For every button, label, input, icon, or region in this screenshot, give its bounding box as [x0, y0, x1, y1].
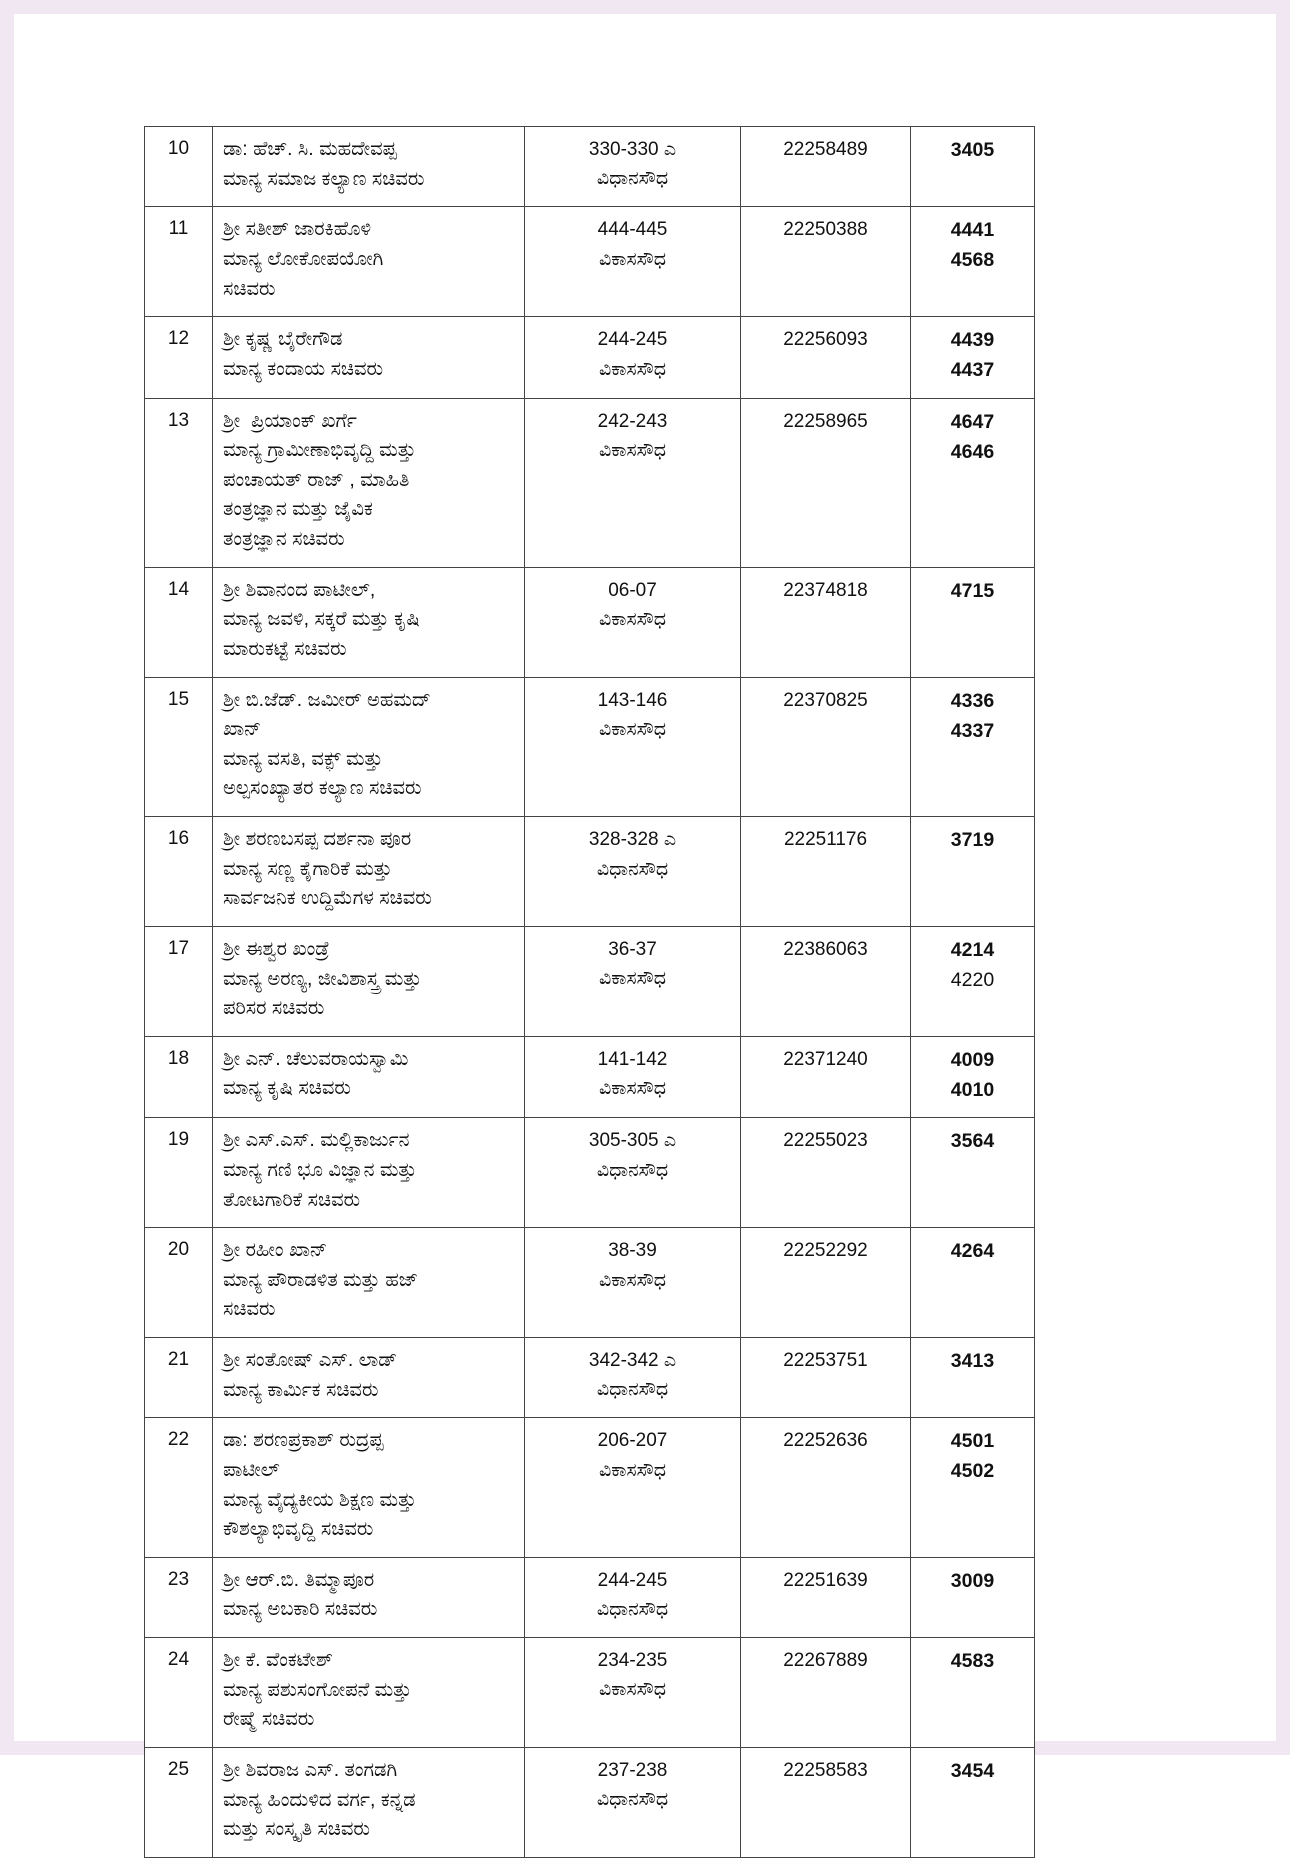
room-line: 305-305 ಎ: [588, 1130, 677, 1152]
row-phone-number: 22250388: [741, 207, 911, 317]
name-line: ಮಾನ್ಯ ಕಾರ್ಮಿಕ ಸಚಿವರು: [223, 1378, 379, 1401]
row-extension-number: [911, 1557, 1035, 1637]
table-row: [145, 1228, 1035, 1338]
room-line: 244-245: [597, 1569, 668, 1591]
name-line: ಅಲ್ಪಸಂಖ್ಯಾತರ ಕಲ್ಯಾಣ ಸಚಿವರು: [223, 777, 422, 800]
name-line: ಶ್ರೀ ಈಶ್ವರ ಖಂಡ್ರೆ: [223, 937, 330, 960]
row-serial-number: 17: [145, 926, 213, 1036]
row-room-number: [525, 1418, 741, 1558]
row-phone-number: 22258965: [741, 398, 911, 567]
room-line: 342-342 ಎ: [588, 1350, 677, 1371]
room-line: ವಿಕಾಸಸೌಧ: [598, 609, 667, 631]
row-room-number: [525, 1036, 741, 1117]
room-line: ವಿಧಾನಸೌಧ: [596, 858, 669, 880]
row-room-number: [525, 398, 741, 567]
room-line: ವಿಕಾಸಸೌಧ: [598, 1078, 667, 1100]
room-line: ವಿಧಾನಸೌಧ: [596, 1789, 669, 1811]
row-room-number: [525, 677, 741, 817]
row-minister-name-and-portfolio: [213, 1747, 525, 1857]
row-minister-name-and-portfolio: [213, 1338, 525, 1418]
row-minister-name-and-portfolio: [213, 1036, 525, 1117]
row-minister-name-and-portfolio: [213, 317, 525, 398]
extension-line: 4647: [950, 410, 995, 433]
row-extension-number: [911, 207, 1035, 317]
room-line: 444-445: [597, 219, 668, 241]
room-line: 242-243: [597, 410, 668, 432]
name-line: ಸಾರ್ವಜನಿಕ ಉದ್ದಿಮೆಗಳ ಸಚಿವರು: [223, 887, 432, 910]
room-line: 143-146: [597, 689, 668, 711]
table-row: [145, 1036, 1035, 1117]
room-line: ವಿಕಾಸಸೌಧ: [598, 248, 667, 270]
extension-line: 3009: [950, 1569, 995, 1592]
extension-line: 4264: [950, 1240, 995, 1263]
extension-line: 3405: [950, 139, 995, 161]
name-line: ಶ್ರೀ ಪ್ರಿಯಾಂಕ್ ಖರ್ಗೆ: [223, 409, 357, 432]
table-row: [145, 398, 1035, 567]
room-line: 141-142: [597, 1048, 668, 1070]
name-line: ಪರಿಸರ ಸಚಿವರು: [223, 997, 325, 1020]
row-serial-number: 14: [145, 567, 213, 677]
name-line: ಶ್ರೀ ರಹೀಂ ಖಾನ್: [223, 1239, 328, 1262]
room-line: 237-238: [597, 1759, 668, 1781]
extension-line: 4214: [950, 938, 995, 961]
row-room-number: [525, 1228, 741, 1338]
row-extension-number: [911, 677, 1035, 817]
name-line: ಶ್ರೀ ಶಿವಾನಂದ ಪಾಟೀಲ್,: [223, 578, 376, 601]
row-minister-name-and-portfolio: [213, 207, 525, 317]
room-line: ವಿಧಾನಸೌಧ: [596, 168, 669, 190]
room-line: ವಿಕಾಸಸೌಧ: [598, 358, 667, 380]
row-extension-number: [911, 398, 1035, 567]
table-row: [145, 317, 1035, 398]
row-minister-name-and-portfolio: [213, 926, 525, 1036]
row-phone-number: 22252292: [741, 1228, 911, 1338]
name-line: ತೋಟಗಾರಿಕೆ ಸಚಿವರು: [223, 1188, 361, 1211]
extension-line: 4583: [950, 1650, 995, 1672]
row-phone-number: 22255023: [741, 1118, 911, 1228]
row-serial-number: 20: [145, 1228, 213, 1338]
row-serial-number: 25: [145, 1747, 213, 1857]
room-line: ವಿಕಾಸಸೌಧ: [598, 1459, 667, 1481]
name-line: ಮಾನ್ಯ ಪೌರಾಡಳಿತ ಮತ್ತು ಹಜ್: [223, 1268, 419, 1291]
row-extension-number: [911, 317, 1035, 398]
row-serial-number: 19: [145, 1118, 213, 1228]
extension-line: 4010: [950, 1079, 995, 1102]
row-minister-name-and-portfolio: [213, 677, 525, 817]
room-line: ವಿಧಾನಸೌಧ: [596, 1379, 669, 1401]
row-room-number: [525, 1338, 741, 1418]
room-line: ವಿಧಾನಸೌಧ: [596, 1159, 669, 1181]
name-line: ಮಾನ್ಯ ಪಶುಸಂಗೋಪನೆ ಮತ್ತು: [223, 1678, 412, 1701]
name-line: ಮಾನ್ಯ ಹಿಂದುಳಿದ ವರ್ಗ, ಕನ್ನಡ: [223, 1788, 416, 1811]
table-row: [145, 926, 1035, 1036]
table-row: [145, 127, 1035, 207]
name-line: ಕೌಶಲ್ಯಾಭಿವೃದ್ದಿ ಸಚಿವರು: [223, 1518, 374, 1541]
extension-line: 4646: [950, 440, 995, 463]
row-phone-number: 22252636: [741, 1418, 911, 1558]
table-row: [145, 207, 1035, 317]
table-row: [145, 567, 1035, 677]
row-serial-number: 16: [145, 817, 213, 927]
name-line: ಸಚಿವರು: [223, 1298, 276, 1321]
row-room-number: [525, 926, 741, 1036]
extension-line: 4715: [950, 579, 995, 602]
row-room-number: [525, 1557, 741, 1637]
row-room-number: [525, 1747, 741, 1857]
row-minister-name-and-portfolio: [213, 1228, 525, 1338]
extension-line: 4439: [950, 329, 995, 352]
row-extension-number: [911, 1747, 1035, 1857]
room-line: 06-07: [608, 579, 657, 601]
row-serial-number: 10: [145, 127, 213, 207]
extension-line: 4009: [950, 1048, 995, 1071]
row-phone-number: 22386063: [741, 926, 911, 1036]
row-minister-name-and-portfolio: [213, 817, 525, 927]
row-minister-name-and-portfolio: [213, 398, 525, 567]
row-phone-number: 22251176: [741, 817, 911, 927]
name-line: ಶ್ರೀ ಬಿ.ಜೆಡ್. ಜಮೀರ್ ಅಹಮದ್: [223, 688, 431, 711]
row-extension-number: [911, 127, 1035, 207]
extension-line: 4220: [950, 969, 995, 992]
row-room-number: [525, 1118, 741, 1228]
row-room-number: [525, 1638, 741, 1748]
name-line: ಮತ್ತು ಸಂಸ್ಕೃತಿ ಸಚಿವರು: [223, 1818, 370, 1841]
row-serial-number: 21: [145, 1338, 213, 1418]
row-minister-name-and-portfolio: [213, 1557, 525, 1637]
extension-line: 4336: [950, 689, 995, 712]
extension-line: 4502: [950, 1460, 995, 1483]
row-serial-number: 24: [145, 1638, 213, 1748]
extension-line: 4501: [950, 1430, 995, 1453]
name-line: ಮಾನ್ಯ ಕಂದಾಯ ಸಚಿವರು: [223, 357, 384, 380]
row-minister-name-and-portfolio: [213, 1638, 525, 1748]
row-extension-number: [911, 1118, 1035, 1228]
row-minister-name-and-portfolio: [213, 567, 525, 677]
table-row: [145, 1418, 1035, 1558]
name-line: ಸಚಿವರು: [223, 277, 276, 300]
row-phone-number: 22258583: [741, 1747, 911, 1857]
name-line: ಶ್ರೀ ಸಂತೋಷ್ ಎಸ್. ಲಾಡ್: [223, 1349, 398, 1371]
table-row: [145, 1557, 1035, 1637]
room-line: ವಿಕಾಸಸೌಧ: [598, 968, 667, 990]
name-line: ಡಾ: ಶರಣಪ್ರಕಾಶ್ ರುದ್ರಪ್ಪ: [223, 1429, 384, 1452]
name-line: ಮಾರುಕಟ್ಟೆ ಸಚಿವರು: [223, 637, 347, 660]
name-line: ಶ್ರೀ ಶರಣಬಸಪ್ಪ ದರ್ಶನಾ ಪೂರ: [223, 828, 412, 851]
row-extension-number: [911, 1638, 1035, 1748]
row-extension-number: [911, 567, 1035, 677]
extension-line: 4437: [950, 359, 995, 382]
room-line: ವಿಧಾನಸೌಧ: [596, 1599, 669, 1621]
row-minister-name-and-portfolio: [213, 127, 525, 207]
name-line: ಮಾನ್ಯ ಗ್ರಾಮೀಣಾಭಿವೃದ್ದಿ ಮತ್ತು: [223, 439, 416, 462]
room-line: ವಿಕಾಸಸೌಧ: [598, 1679, 667, 1701]
name-line: ತಂತ್ರಜ್ಞಾನ ಮತ್ತು ಜೈವಿಕ: [223, 498, 373, 521]
row-phone-number: 22267889: [741, 1638, 911, 1748]
row-extension-number: [911, 1418, 1035, 1558]
row-room-number: [525, 817, 741, 927]
name-line: ಮಾನ್ಯ ಸಣ್ಣ ಕೈಗಾರಿಕೆ ಮತ್ತು: [223, 857, 392, 880]
row-phone-number: 22251639: [741, 1557, 911, 1637]
room-line: 36-37: [608, 938, 657, 960]
room-line: 234-235: [597, 1650, 668, 1671]
table-body: [145, 127, 1035, 1858]
row-room-number: [525, 317, 741, 398]
room-line: 328-328 ಎ: [588, 829, 677, 851]
row-serial-number: 11: [145, 207, 213, 317]
extension-line: 3454: [950, 1759, 995, 1782]
room-line: 206-207: [597, 1430, 668, 1452]
table-row: [145, 817, 1035, 927]
row-serial-number: 13: [145, 398, 213, 567]
row-serial-number: 18: [145, 1036, 213, 1117]
room-line: 330-330 ಎ: [588, 139, 677, 160]
row-extension-number: [911, 1036, 1035, 1117]
row-phone-number: 22253751: [741, 1338, 911, 1418]
name-line: ಡಾ: ಹೆಚ್. ಸಿ. ಮಹದೇವಪ್ಪ: [223, 138, 397, 160]
row-phone-number: 22256093: [741, 317, 911, 398]
document-sheet: [144, 126, 1034, 1858]
row-extension-number: [911, 1228, 1035, 1338]
extension-line: 4441: [950, 219, 995, 242]
name-line: ಶ್ರೀ ಆರ್.ಬಿ. ತಿಮ್ಮಾಪೂರ: [223, 1568, 375, 1591]
name-line: ಮಾನ್ಯ ಸಮಾಜ ಕಲ್ಯಾಣ ಸಚಿವರು: [223, 167, 425, 190]
extension-line: 4568: [950, 249, 995, 272]
table-row: [145, 677, 1035, 817]
extension-line: 3719: [950, 829, 995, 852]
row-phone-number: 22371240: [741, 1036, 911, 1117]
name-line: ಮಾನ್ಯ ಕೃಷಿ ಸಚಿವರು: [223, 1077, 351, 1100]
name-line: ಪಾಟೀಲ್: [223, 1458, 280, 1481]
row-room-number: [525, 127, 741, 207]
name-line: ಶ್ರೀ ಕೃಷ್ಣ ಬೈರೇಗೌಡ: [223, 328, 343, 351]
row-serial-number: 23: [145, 1557, 213, 1637]
row-serial-number: 15: [145, 677, 213, 817]
ministers-directory-table: [144, 126, 1035, 1858]
row-extension-number: [911, 1338, 1035, 1418]
name-line: ಶ್ರೀ ಕೆ. ವೆಂಕಟೇಶ್: [223, 1649, 333, 1671]
row-phone-number: 22370825: [741, 677, 911, 817]
name-line: ಮಾನ್ಯ ವಸತಿ, ವಕ್ಫ್ ಮತ್ತು: [223, 747, 383, 770]
room-line: 38-39: [608, 1240, 657, 1262]
row-phone-number: 22374818: [741, 567, 911, 677]
row-extension-number: [911, 817, 1035, 927]
room-line: ವಿಕಾಸಸೌಧ: [598, 1269, 667, 1291]
name-line: ಮಾನ್ಯ ವೈದ್ಯಕೀಯ ಶಿಕ್ಷಣ ಮತ್ತು: [223, 1488, 417, 1511]
name-line: ಮಾನ್ಯ ಲೋಕೋಪಯೋಗಿ: [223, 247, 384, 270]
name-line: ರೇಷ್ಮೆ ಸಚಿವರು: [223, 1708, 315, 1731]
extension-line: 3564: [950, 1130, 995, 1153]
row-room-number: [525, 567, 741, 677]
table-row: [145, 1747, 1035, 1857]
name-line: ಖಾನ್: [223, 718, 262, 741]
extension-line: 4337: [950, 719, 995, 742]
table-row: [145, 1638, 1035, 1748]
name-line: ಮಾನ್ಯ ಅಬಕಾರಿ ಸಚಿವರು: [223, 1598, 378, 1621]
room-line: 244-245: [597, 329, 668, 351]
row-serial-number: 22: [145, 1418, 213, 1558]
name-line: ಮಾನ್ಯ ಅರಣ್ಯ, ಜೀವಿಶಾಸ್ತ್ರ ಮತ್ತು: [223, 967, 422, 990]
room-line: ವಿಕಾಸಸೌಧ: [598, 440, 667, 461]
row-minister-name-and-portfolio: [213, 1118, 525, 1228]
table-row: [145, 1338, 1035, 1418]
row-phone-number: 22258489: [741, 127, 911, 207]
name-line: ಮಾನ್ಯ ಗಣಿ ಭೂ ವಿಜ್ಞಾನ ಮತ್ತು: [223, 1158, 417, 1181]
table-row: [145, 1118, 1035, 1228]
row-room-number: [525, 207, 741, 317]
name-line: ಶ್ರೀ ಎನ್. ಚೆಲುವರಾಯಸ್ವಾಮಿ: [223, 1047, 409, 1070]
name-line: ಪಂಚಾಯತ್ ರಾಜ್ , ಮಾಹಿತಿ: [223, 468, 410, 491]
name-line: ಶ್ರೀ ಎಸ್.ಎಸ್. ಮಲ್ಲಿಕಾರ್ಜುನ: [223, 1129, 410, 1152]
row-extension-number: [911, 926, 1035, 1036]
extension-line: 3413: [950, 1350, 995, 1372]
name-line: ತಂತ್ರಜ್ಞಾನ ಸಚಿವರು: [223, 528, 345, 551]
name-line: ಶ್ರೀ ಶಿವರಾಜ ಎಸ್. ತಂಗಡಗಿ: [223, 1758, 398, 1781]
row-serial-number: 12: [145, 317, 213, 398]
name-line: ಮಾನ್ಯ ಜವಳಿ, ಸಕ್ಕರೆ ಮತ್ತು ಕೃಷಿ: [223, 608, 420, 631]
room-line: ವಿಕಾಸಸೌಧ: [598, 719, 667, 740]
name-line: ಶ್ರೀ ಸತೀಶ್ ಜಾರಕಿಹೊಳಿ: [223, 218, 372, 241]
row-minister-name-and-portfolio: [213, 1418, 525, 1558]
